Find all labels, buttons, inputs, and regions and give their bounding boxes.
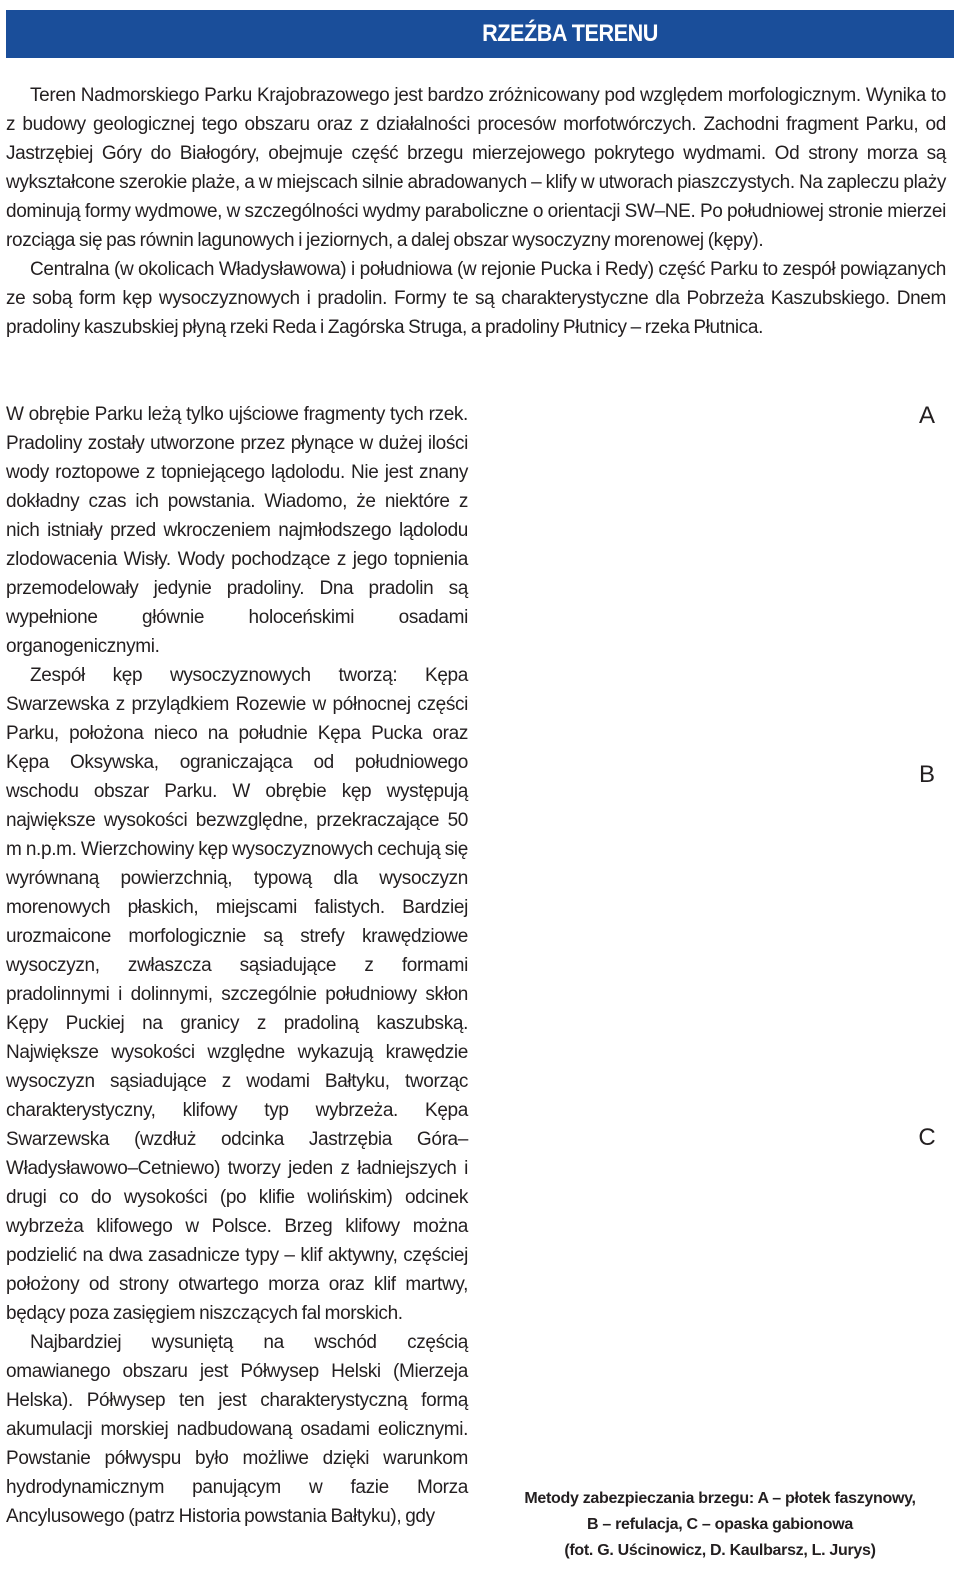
paragraph-kepy: Zespół kęp wysoczyznowych tworzą: Kępa Swarzewska z przylądkiem Rozewie w północnej części Parku, położona nieco na południe Kępa Pucka oraz Kępa Oksywska, ograniczająca od południowego wschodu obszar Parku. W obrębie kęp występują największe wysokości bezwzględne, przekraczające 50 m n.p.m. Wierzchowiny kęp wysoczyznowych cechują się wyrównaną powierzchnią, typową dla wysoczyzn morenowych płaskich, miejscami falistych. Bardziej urozmaicone morfologicznie są strefy krawędziowe wysoczyzn, zwłaszcza sąsiadujące z formami pradolinnymi i dolinnymi, szczególnie południowy skłon Kępy Puckiej na granicy z pradoliną kaszubską. Największe wysokości względne wykazują krawędzie wysoczyzn sąsiadujące z wodami Bałtyku, tworząc charakterystyczny, klifowy typ wybrzeża. Kępa Swarzewska (wzdłuż odcinka Jastrzębia Góra–Władysławowo–Cetniewo) tworzy jeden z ładniejszych i drugi co do wysokości (po klifie wolińskim) odcinek wybrzeża klifowego w Polsce. Brzeg klifowy można podzielić na dwa zasadnicze typy – klif aktywny, częściej położony od strony otwartego morza oraz klif martwy, będący poza zasięgiem niszczących fal morskich. bbox=[6, 665, 468, 1324]
paragraph-centralna: Centralna (w okolicach Władysławowa) i południowa (w rejonie Pucka i Redy) część Parku to zespół powiązanych ze sobą form kęp wysoczyznowych i pradolin. Formy te są charakterystyczne dla Pobrzeża Kaszubskiego. Dnem pradoliny kaszubskiej płyną rzeki Reda i Zagórska Struga, a pradoliny Płutnicy – rzeka Płutnica. bbox=[6, 259, 946, 338]
caption-line: (fot. G. Uścinowicz, D. Kaulbarsz, L. Jurys) bbox=[564, 1542, 876, 1559]
column-text bbox=[6, 400, 468, 1531]
paragraph-pradoliny: W obrębie Parku leżą tylko ujściowe fragmenty tych rzek. Pradoliny zostały utworzone przez płynące w dużej ilości wody roztopowe z topniejącego lądolodu. Nie jest znany dokładny czas ich powstania. Wiadomo, że niektóre z nich istniały przed wkroczeniem najmłodszego lądolodu zlodowacenia Wisły. Wody pochodzące z jego topnienia przemodelowały jedynie pradoliny. Dna pradolin są wypełnione głównie holoceńskimi osadami organogenicznymi. bbox=[6, 404, 468, 657]
photo-label-b: B bbox=[918, 761, 935, 788]
section-header bbox=[6, 10, 954, 58]
paragraph-polwysep: Najbardziej wysuniętą na wschód częścią omawianego obszaru jest Półwysep Helski (Mierzeja Helska). Półwysep ten jest charakterystyczną formą akumulacji morskiej nadbudowaną osadami eolicznymi. Powstanie półwyspu było możliwe dzięki warunkom hydrodynamicznym panującym w fazie Morza Ancylusowego (patrz Historia powstania Bałtyku), gdy bbox=[6, 1332, 468, 1527]
caption-line: B – refulacja, C – opaska gabionowa bbox=[586, 1516, 854, 1533]
caption-line: Metody zabezpieczania brzegu: A – płotek faszynowy, bbox=[524, 1490, 916, 1507]
photo-label-c: C bbox=[918, 1124, 936, 1151]
intro-text bbox=[6, 81, 946, 342]
paragraph-intro: Teren Nadmorskiego Parku Krajobrazowego jest bardzo zróżnicowany pod względem morfologicznym. Wynika to z budowy geologicznej tego obszaru oraz z działalności procesów morfotwórczych. Zachodni fragment Parku, od Jastrzębiej Góry do Białogóry, obejmuje część brzegu mierzejowego pokrytego wydmami. Od strony morza są wykształcone szerokie plaże, a w miejscach silnie abradowanych – klify w utworach piaszczystych. Na zapleczu plaży dominują formy wydmowe, w szczególności wydmy paraboliczne o orientacji SW–NE. Po południowej stronie mierzei rozciąga się pas równin lagunowych i jeziornych, a dalej obszar wysoczyzny morenowej (kępy). bbox=[6, 85, 946, 251]
section-title: RZEŹBA TERENU bbox=[482, 20, 658, 47]
photo-caption bbox=[490, 1486, 950, 1564]
photo-label-a: A bbox=[918, 402, 935, 429]
